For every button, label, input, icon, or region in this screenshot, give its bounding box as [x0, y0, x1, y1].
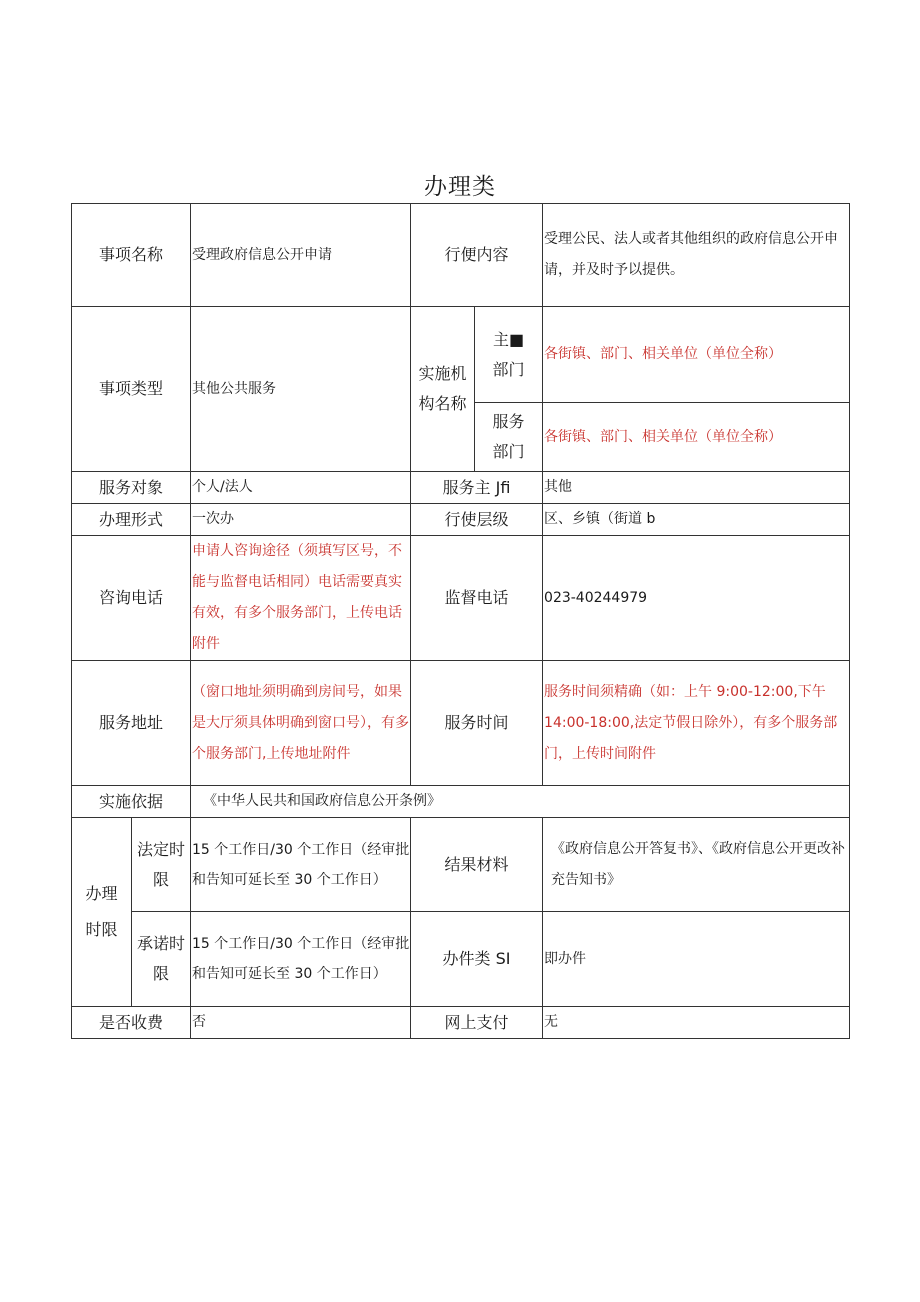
consult-phone-value: 申请人咨询途径（须填写区号，不能与监督电话相同）电话需要真实有效，有多个服务部门，上传电话附件	[191, 536, 411, 661]
agency-name-label: 实施机 构名称	[411, 307, 475, 472]
exercise-content-label: 行便内容	[411, 204, 543, 307]
row-legal-time-limit	[72, 818, 850, 912]
charge-value: 否	[191, 1007, 411, 1039]
charge-label: 是否收费	[72, 1007, 191, 1039]
page-title: 办理类	[424, 174, 496, 200]
service-address-value: （窗口地址须明确到房间号，如果是大厅须具体明确到窗口号），有多个服务部门,上传地址附件	[191, 661, 411, 786]
row-item-name	[72, 204, 850, 307]
basis-value: 《中华人民共和国政府信息公开条例》	[191, 786, 850, 818]
row-handling-form	[72, 504, 850, 536]
row-consult-phone	[72, 536, 850, 661]
service-address-label: 服务地址	[72, 661, 191, 786]
promise-time-limit-label: 承诺时 限	[132, 912, 191, 1007]
item-name-value: 受理政府信息公开申请	[191, 204, 411, 307]
online-payment-value: 无	[543, 1007, 850, 1039]
handling-form-value: 一次办	[191, 504, 411, 536]
service-subject-label: 服务主 Jfi	[411, 472, 543, 504]
online-payment-label: 网上支付	[411, 1007, 543, 1039]
time-limit-label: 办理 时限	[72, 818, 132, 1007]
supervise-phone-value: 023-40244979	[543, 536, 850, 661]
item-type-value: 其他公共服务	[191, 307, 411, 472]
case-type-value: 即办件	[543, 912, 850, 1007]
service-target-label: 服务对象	[72, 472, 191, 504]
row-service-target	[72, 472, 850, 504]
result-material-label: 结果材料	[411, 818, 543, 912]
service-dept-label: 服务 部门	[475, 403, 543, 472]
exercise-content-value: 受理公民、法人或者其他组织的政府信息公开申请，并及时予以提供。	[543, 204, 850, 307]
promise-time-limit-value: 15 个工作日/30 个工作日（经审批和告知可延长至 30 个工作日）	[191, 912, 411, 1007]
row-charge	[72, 1007, 850, 1039]
consult-phone-label: 咨询电话	[72, 536, 191, 661]
legal-time-limit-label: 法定时 限	[132, 818, 191, 912]
row-promise-time-limit	[72, 912, 850, 1007]
exercise-level-value: 区、乡镇（街道 b	[543, 504, 850, 536]
row-basis	[72, 786, 850, 818]
row-item-type	[72, 307, 850, 403]
case-type-label: 办件类 SI	[411, 912, 543, 1007]
main-dept-value: 各街镇、部门、相关单位（单位全称）	[543, 307, 850, 403]
handling-form-label: 办理形式	[72, 504, 191, 536]
exercise-level-label: 行使层级	[411, 504, 543, 536]
basis-label: 实施依据	[72, 786, 191, 818]
main-dept-label: 主■ 部门	[475, 307, 543, 403]
item-type-label: 事项类型	[72, 307, 191, 472]
service-time-label: 服务时间	[411, 661, 543, 786]
item-info-table	[71, 203, 850, 1039]
result-material-value: 《政府信息公开答复书》、《政府信息公开更改补充告知书》	[543, 818, 850, 912]
item-name-label: 事项名称	[72, 204, 191, 307]
service-dept-value: 各街镇、部门、相关单位（单位全称）	[543, 403, 850, 472]
service-subject-value: 其他	[543, 472, 850, 504]
row-service-address	[72, 661, 850, 786]
supervise-phone-label: 监督电话	[411, 536, 543, 661]
service-time-value: 服务时间须精确（如：上午 9:00-12:00,下午 14:00-18:00,法定节假日除外），有多个服务部门，上传时间附件	[543, 661, 850, 786]
service-target-value: 个人/法人	[191, 472, 411, 504]
legal-time-limit-value: 15 个工作日/30 个工作日（经审批和告知可延长至 30 个工作日）	[191, 818, 411, 912]
